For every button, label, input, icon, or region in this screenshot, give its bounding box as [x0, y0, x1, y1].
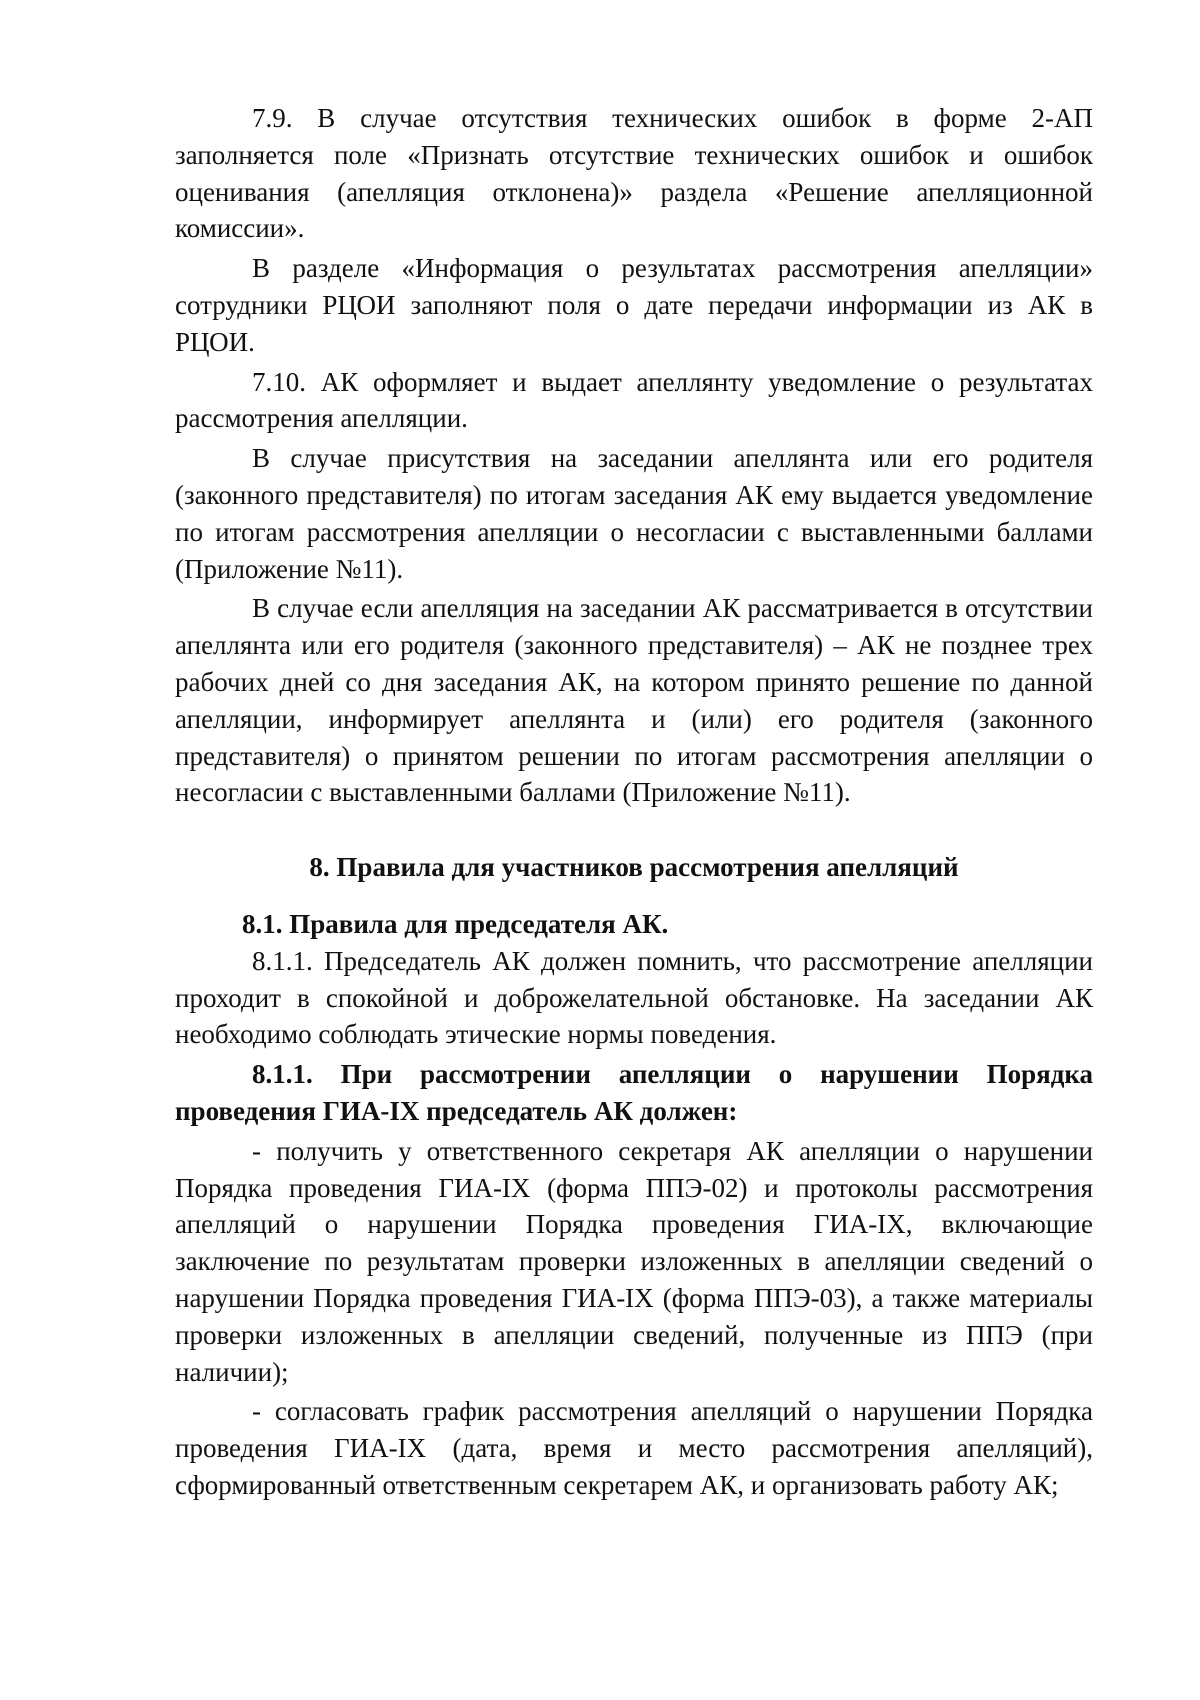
section-heading: 8. Правила для участников рассмотрения апелляций [309, 852, 959, 883]
list-item: - согласовать график рассмотрения апелляций о нарушении Порядка проведения ГИА-IX (дата, время и место рассмотрения апелляций), сформированный ответственным секретарем АК, и организовать работу АК; [175, 1396, 1093, 1500]
paragraph-8-1-1-violation: 8.1.1. При рассмотрении апелляции о нарушении Порядка проведения ГИА-IX председатель АК должен: [175, 1059, 1093, 1126]
subsection-heading: 8.1. Правила для председателя АК. [242, 908, 669, 939]
paragraph-8-1-1-ethics: 8.1.1. Председатель АК должен помнить, что рассмотрение апелляции проходит в спокойной и доброжелательной обстановке. На заседании АК необходимо соблюдать этические нормы поведения. [175, 945, 1093, 1050]
document-page [175, 100, 1093, 1507]
paragraph-absence: В случае если апелляция на заседании АК рассматривается в отсутствии апеллянта или его родителя (законного представителя) – АК не позднее трех рабочих дней со дня заседания АК, на котором принято решение по данной апелляции, информирует апеллянта и (или) его родителя (законного представителя) о принятом решении по итогам рассмотрения апелляции о несогласии с выставленными баллами (Приложение №11). [175, 593, 1093, 808]
paragraph-7-9: 7.9. В случае отсутствия технических ошибок в форме 2-АП заполняется поле «Признать отсутствие технических ошибок и ошибок оценивания (апелляция отклонена)» раздела «Решение апелляционной комиссии». [175, 103, 1093, 244]
paragraph-presence: В случае присутствия на заседании апеллянта или его родителя (законного представителя) по итогам заседания АК ему выдается уведомление по итогам рассмотрения апелляции о несогласии с выставленными баллами (Приложение №11). [175, 443, 1093, 584]
paragraph-rcoi-info: В разделе «Информация о результатах рассмотрения апелляции» сотрудники РЦОИ заполняют поля о дате передачи информации из АК в РЦОИ. [175, 253, 1093, 357]
paragraph-7-10: 7.10. АК оформляет и выдает апеллянту уведомление о результатах рассмотрения апелляции. [175, 366, 1093, 434]
list-item: - получить у ответственного секретаря АК апелляции о нарушении Порядка проведения ГИА-IX (форма ППЭ-02) и протоколы рассмотрения апелляций о нарушении Порядка проведения ГИА-IX, включающие заключение по результатам проверки изложенных в апелляции сведений о нарушении Порядка проведения ГИА-IX (форма ППЭ-03), а также материалы проверки изложенных в апелляции сведений, полученные из ППЭ (при наличии); [175, 1135, 1093, 1387]
